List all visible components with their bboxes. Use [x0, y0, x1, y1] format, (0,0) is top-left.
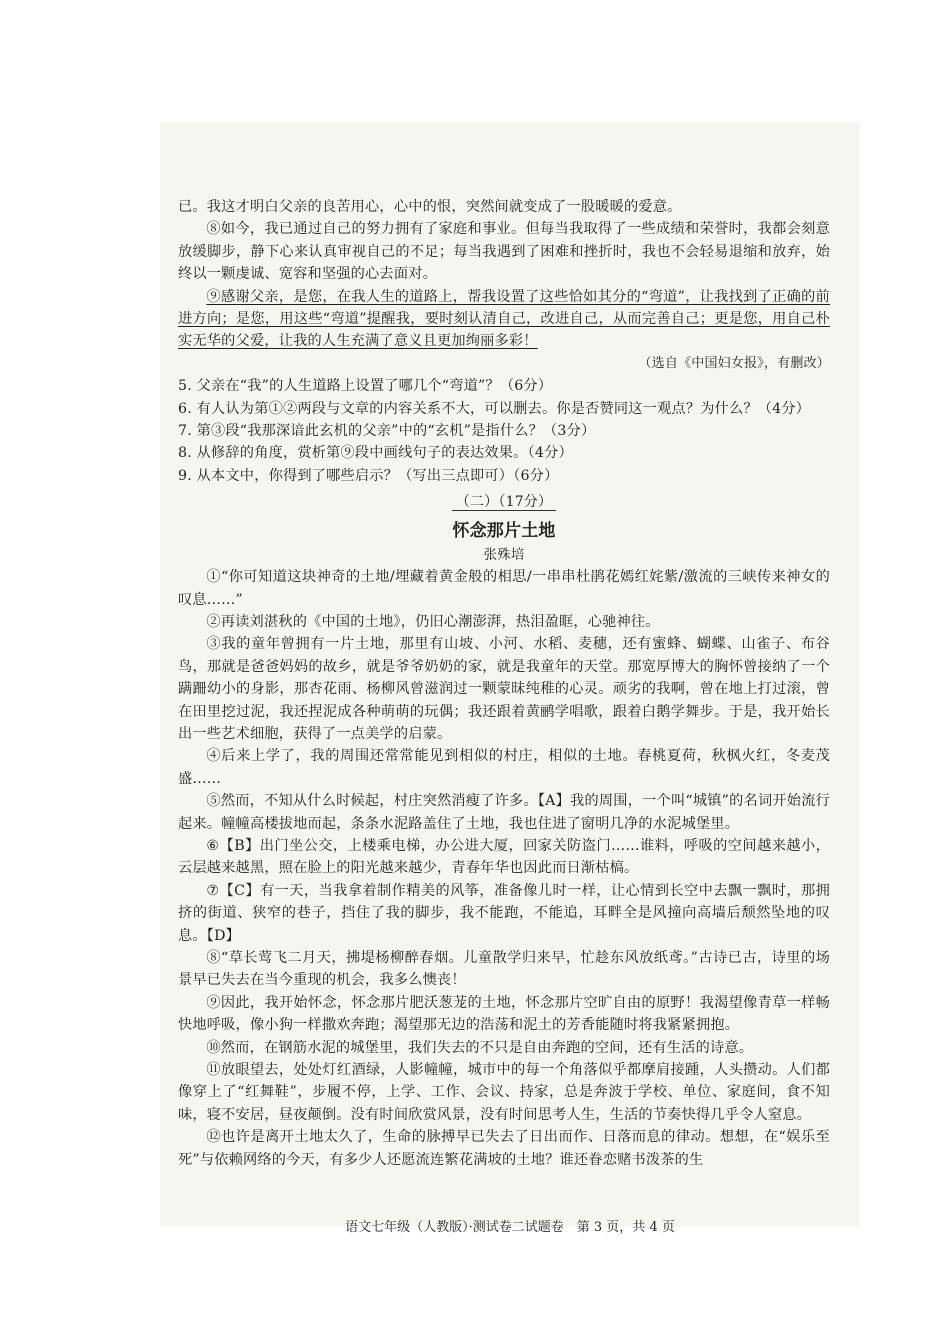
article-paragraph-4: ④后来上学了，我的周围还常常能见到相似的村庄，相似的土地。春桃夏荷，秋枫火红，冬麦茂盛…… [178, 748, 830, 787]
article-paragraph-11: ⑪放眼望去，处处灯红酒绿，人影幢幢，城市中的每一个角落似乎都摩肩接踵，人头攒动。人们都像穿上了“红舞鞋”，步履不停，上学、工作、会议、持家，总是奔波于学校、单位、家庭间，食不知味，寝不安居，昼夜颠倒。没有时间欣赏风景，没有时间思考人生，生活的节奏快得几乎令人窒息。 [178, 1062, 830, 1123]
article-paragraph-7: ⑦【C】有一天，当我拿着制作精美的风筝，准备像儿时一样，让心情到长空中去飘一飘时，那拥挤的街道、狭窄的巷子，挡住了我的脚步，我不能跑，不能追，耳畔全是风撞向高墙后颓然坠地的叹息。【D】 [178, 882, 830, 944]
question-6: 6. 有人认为第①②两段与文章的内容关系不大，可以删去。你是否赞同这一观点？为什么？（4分） [178, 400, 811, 417]
article-paragraph-5: ⑤然而，不知从什么时候起，村庄突然消瘦了许多。【A】我的周围，一个叫“城镇”的名词开始流行起来。幢幢高楼拔地而起，条条水泥路盖住了土地，我也住进了窗明几净的水泥城堡里。 [178, 793, 830, 832]
section-header [178, 491, 830, 513]
paragraph-7-end: 已。我这才明白父亲的良苦用心，心中的恨，突然间就变成了一股暖暖的爱意。 [178, 199, 682, 215]
article-author: 张殊培 [483, 546, 525, 563]
article-title: 怀念那片土地 [452, 520, 556, 541]
article-paragraph-8: ⑧“草长莺飞二月天，拂堤杨柳醉春烟。儿童散学归来早，忙趁东风放纸鸢。”古诗已古，诗里的场景早已失去在当今重现的机会，我多么懊丧！ [178, 950, 830, 989]
article-paragraph-12: ⑫也许是离开土地太久了，生命的脉搏早已失去了日出而作、日落而息的律动。想想，在“娱乐至死”与依赖网络的今天，有多少人还愿流连繁花满坡的土地？谁还眷恋赌书泼茶的生 [178, 1129, 830, 1168]
paragraph-9-underlined: ⑨感谢父亲，是您，在我人生的道路上，帮我设置了这些恰如其分的“弯道”，让我找到了正确的前进方向；是您，用这些“弯道”提醒我，要时刻认清自己，改进自己，从而完善自己；更是您，用自己朴实无华的父爱，让我的人生充满了意义且更加绚丽多彩！ [178, 288, 830, 350]
source-note: （选自《中国妇女报》，有删改） [638, 355, 830, 371]
paragraph-8: ⑧如今，我已通过自己的努力拥有了家庭和事业。但每当我取得了一些成绩和荣誉时，我都会刻意放缓脚步，静下心来认真审视自己的不足；每当我遇到了困难和挫折时，我也不会轻易退缩和放弃，始终以一颗虔诚、宽容和坚强的心去面对。 [178, 221, 830, 283]
question-9: 9. 从本文中，你得到了哪些启示？（写出三点即可）（6分） [178, 467, 559, 484]
question-5: 5. 父亲在“我”的人生道路上设置了哪几个“弯道”？（6分） [178, 378, 553, 395]
document-body [178, 196, 830, 1171]
article-paragraph-10: ⑩然而，在钢筋水泥的城堡里，我们失去的不只是自由奔跑的空间，还有生活的诗意。 [206, 1039, 754, 1056]
article-paragraph-6: ⑥【B】出门坐公交，上楼乘电梯，办公进大厦，回家关防盗门……谁料，呼吸的空间越来越小，云层越来越黑，照在脸上的阳光越来越少，青春年华也因此而日渐枯槁。 [178, 837, 830, 877]
article-paragraph-2: ②再读刘湛秋的《中国的土地》，仍旧心潮澎湃，热泪盈眶，心驰神往。 [206, 613, 660, 630]
article-paragraph-9: ⑨因此，我开始怀念，怀念那片肥沃葱茏的土地，怀念那片空旷自由的原野！我渴望像青草一样畅快地呼吸，像小狗一样撒欢奔跑；渴望那无边的浩荡和泥土的芳香能随时将我紧紧拥抱。 [178, 994, 830, 1034]
question-7: 7. 第③段“我那深谙此玄机的父亲”中的“玄机”是指什么？（3分） [178, 423, 596, 440]
article-paragraph-1: ①“你可知道这块神奇的土地/埋藏着黄金般的相思/一串串杜鹃花嫣红姹紫/激流的三峡传来神女的叹息……” [178, 569, 830, 608]
article-paragraph-3: ③我的童年曾拥有一片土地，那里有山坡、小河、水稻、麦穗，还有蜜蜂、蝴蝶、山雀子、布谷鸟，那就是爸爸妈妈的故乡，就是爷爷奶奶的家，就是我童年的天堂。那宽厚博大的胸怀曾接纳了一个蹒跚幼小的身影，那杏花雨、杨柳风曾滋润过一颗蒙昧纯稚的心灵。顽劣的我啊，曾在地上打过滚，曾在田里挖过泥，我还捏泥成各种萌萌的玩偶；我还跟着黄鹂学唱歌，跟着白鹅学舞步。于是，我开始长出一些艺术细胞，获得了一点美学的启蒙。 [178, 636, 830, 742]
question-8: 8. 从修辞的角度，赏析第⑨段中画线句子的表达效果。（4分） [178, 445, 573, 462]
page-footer: 语文七年级（人教版）·测试卷二试题卷 第 3 页，共 4 页 [345, 1220, 675, 1235]
section-label: （二）（17分） [452, 494, 556, 511]
